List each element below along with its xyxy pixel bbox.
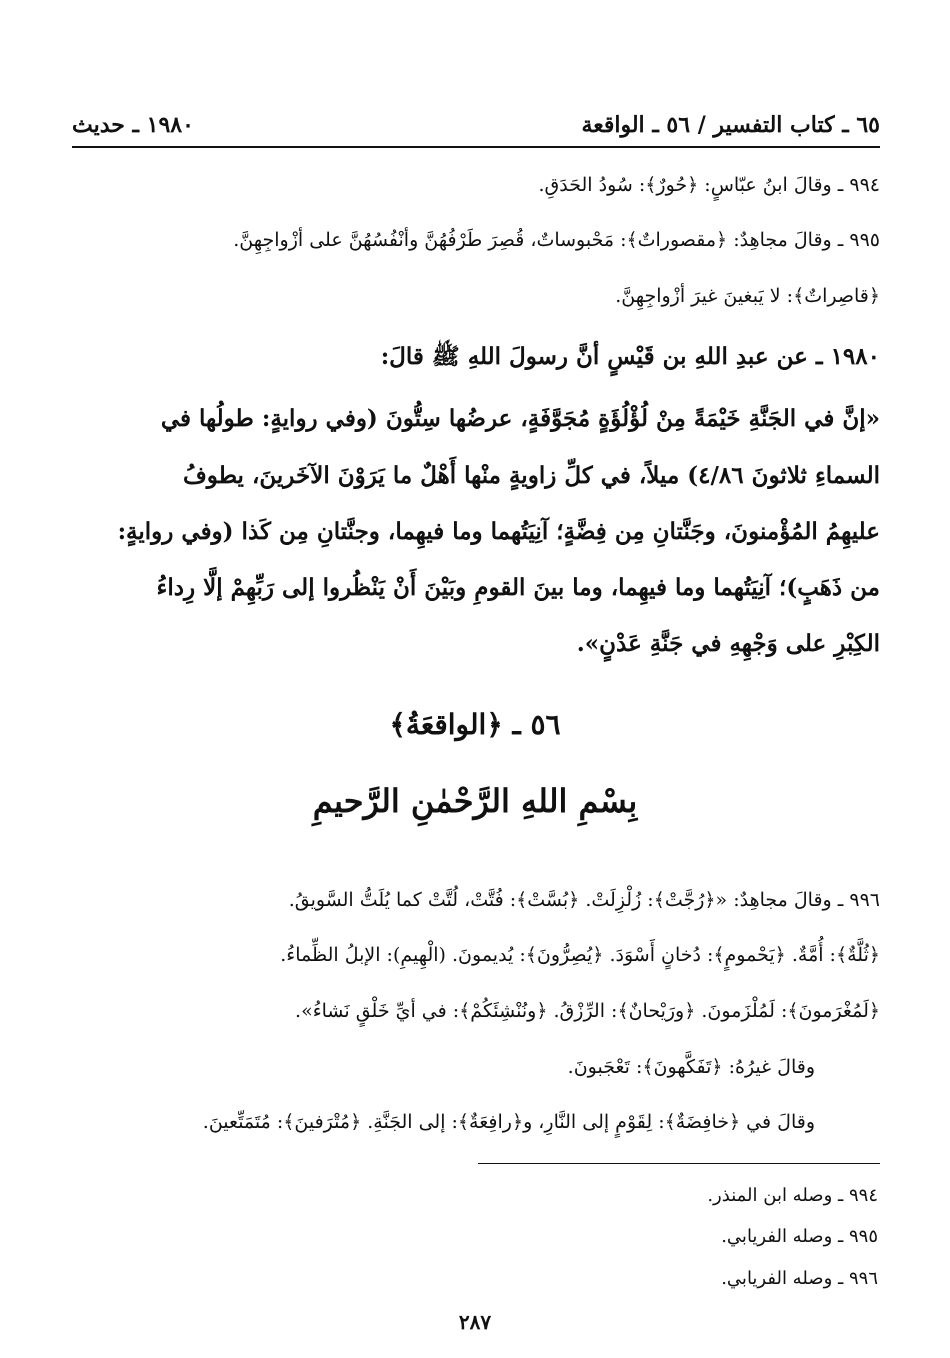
hadith-intro: ١٩٨٠ ـ عن عبدِ اللهِ بن قَيْسٍ أنَّ رسولَ اللهِ ﷺ قالَ: <box>380 343 880 370</box>
footnote: ٩٩٦ ـ وصله الفريابي. <box>721 1268 878 1289</box>
note-line: وقالَ غيرُهُ: ﴿تَفَكَّهونَ﴾: تَعْجَبونَ. <box>567 1056 815 1078</box>
footnote: ٩٩٤ ـ وصله ابن المنذر. <box>707 1185 878 1206</box>
basmala: بِسْمِ اللهِ الرَّحْمٰنِ الرَّحيمِ <box>312 782 638 820</box>
note-line: وقالَ في ﴿خافِضَةٌ﴾: لِقَوْمٍ إلى النَّارِ، و﴿رافِعَةٌ﴾: إلى الجَنَّةِ. ﴿مُتْرَفينَ﴾: مُتَمَتِّعينَ. <box>202 1111 815 1133</box>
note-line: ﴿لَمُغْرَمونَ﴾: لَمُلْزَمونَ. ﴿ورَيْحانٌ﴾: الرِّزْقُ. ﴿ونُنْشِئَكُمْ﴾: في أيِّ خَلْقٍ نَشاءُ». <box>295 1000 880 1022</box>
hadith-text-line: عليهِمُ المُؤْمنونَ، وجَنَّتانِ مِن فِضَّةٍ؛ آنِيَتُهما وما فيهِما، وجنَّتانِ مِن كَذا (وفي روايةٍ: <box>117 518 880 545</box>
hadith-text-line: السماءِ ثلاثونَ ٤/٨٦) ميلاً، في كلِّ زاويةٍ منْها أَهْلٌ ما يَرَوْنَ الآخَرينَ، يطوفُ <box>182 462 880 489</box>
note-line: ﴿قاصِراتٌ﴾: لا يَبغينَ غيرَ أزْواجِهِنَّ. <box>615 285 880 307</box>
header-chapter-title: ٦٥ ـ كتاب التفسير / ٥٦ ـ الواقعة <box>581 112 880 138</box>
note-line: ٩٩٥ ـ وقالَ مجاهِدٌ: ﴿مقصوراتٌ﴾: مَحْبوساتٌ، قُصِرَ طَرْفُهُنَّ وأنْفُسُهُنَّ على أزْواجِهِنَّ. <box>233 229 880 251</box>
hadith-text-line: «إنَّ في الجَنَّةِ خَيْمَةً مِنْ لُؤْلُؤَةٍ مُجَوَّفَةٍ، عرضُها سِتُّونَ (وفي روايةٍ: طولُها في <box>160 405 880 432</box>
hadith-text-line: الكِبْرِ على وَجْهِهِ في جَنَّةِ عَدْنٍ». <box>576 630 880 657</box>
surah-title: ٥٦ ـ ﴿الواقعَةُ﴾ <box>389 708 561 741</box>
hadith-text-line: من ذَهَبٍ)؛ آنِيَتُهما وما فيهِما، وما بينَ القومِ وبَيْنَ أَنْ يَنْظُروا إلى رَبِّهِمْ إلَّا رِداءُ <box>156 574 880 601</box>
header-hadith-number: ١٩٨٠ ـ حديث <box>72 112 194 138</box>
running-header <box>72 108 880 148</box>
footnote: ٩٩٥ ـ وصله الفريابي. <box>721 1226 878 1247</box>
note-line: ﴿ثُلَّةٌ﴾: أُمَّةٌ. ﴿يَحْمومٍ﴾: دُخانٍ أَسْوَدَ. ﴿يُصِرُّونَ﴾: يُديمونَ. (الْهِيمِ): الإبلُ الظِّماءُ. <box>280 944 880 966</box>
footnote-divider <box>478 1163 880 1164</box>
note-line: ٩٩٦ ـ وقالَ مجاهِدٌ: «﴿رُجَّتْ﴾: زُلْزِلَتْ. ﴿بُسَّتْ﴾: فُتَّتْ، لُتَّتْ كما يُلَتُّ السَّويقُ. <box>288 889 880 911</box>
page-number: ٢٨٧ <box>458 1310 492 1334</box>
note-line: ٩٩٤ ـ وقالَ ابنُ عبّاسٍ: ﴿حُورٌ﴾: سُودُ الحَدَقِ. <box>538 174 880 196</box>
